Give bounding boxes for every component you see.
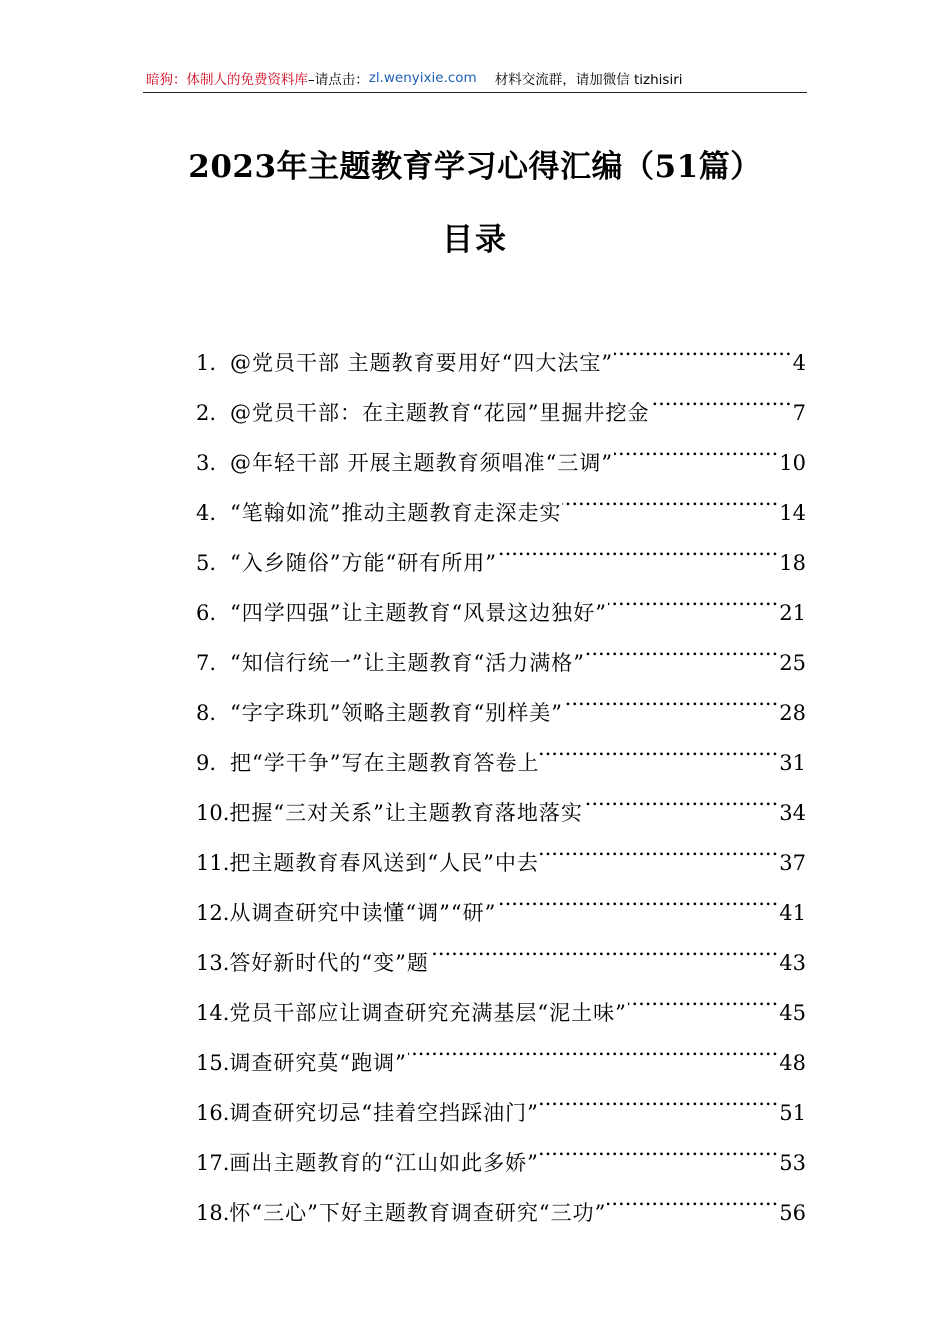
toc-entry-title: 调查研究莫“跑调” [229,1051,407,1075]
toc-entry-leader [614,326,791,370]
toc-entry-leader [540,826,778,870]
page-header [146,68,804,88]
toc-entry-leader [607,1176,778,1220]
toc-entry-page: 41 [779,901,806,925]
toc-entry-title: 把握“三对关系”让主题教育落地落实 [229,801,583,825]
toc-entry-number: 12. [196,901,230,925]
toc-heading: 目录 [442,222,508,258]
toc-entry-page: 25 [779,651,806,675]
toc-entry-number: 15. [196,1051,230,1075]
toc-entry-page: 21 [779,601,806,625]
toc-entry-leader [430,926,778,970]
toc-entry-number: 5. [196,551,217,575]
toc-entry-page: 48 [779,1051,806,1075]
header-link[interactable]: zl.wenyixie.com [368,70,477,86]
header-divider [143,92,807,93]
toc-entry-leader [628,976,778,1020]
toc-entry-number: 13. [196,951,230,975]
toc-entry-page: 56 [779,1201,806,1225]
toc-entry-leader [608,576,778,620]
header-wechat-note: 材料交流群，请加微信 tizhisiri [494,72,683,88]
toc-entry-number: 6. [196,601,217,625]
toc-entry-page: 53 [779,1151,806,1175]
toc-entry-number: 4. [196,501,217,525]
toc-entry-leader [498,526,778,570]
toc-entry-page: 43 [779,951,806,975]
toc-entry-title: 从调查研究中读懂“调”“研” [229,901,497,925]
toc-entry-title: 调查研究切忌“挂着空挡踩油门” [229,1101,539,1125]
toc-entry-title: “四学四强”让主题教育“风景这边独好” [230,601,607,625]
toc-entry-leader [408,1026,778,1070]
document-title: 2023年主题教育学习心得汇编（51篇） [188,149,762,185]
toc-entry-title: @年轻干部 开展主题教育须唱准“三调” [230,451,614,475]
toc-entry-title: “入乡随俗”方能“研有所用” [230,551,497,575]
toc-entry-number: 3. [196,451,217,475]
toc-entry-title: 答好新时代的“变”题 [229,951,429,975]
toc-entry-number: 2. [196,401,217,425]
toc-entry-leader [540,726,778,770]
header-click-prompt: –请点击： [308,72,369,88]
toc-entry-page: 45 [779,1001,806,1025]
toc-entry-title: “知信行统一”让主题教育“活力满格” [230,651,585,675]
toc-entry-page: 51 [779,1101,806,1125]
toc-entry-number: 7. [196,651,217,675]
toc-entry-page: 34 [779,801,806,825]
header-site-name: 暗狗：体制人的免费资料库 [146,72,308,88]
toc-entry-leader [650,376,791,420]
toc-entry-title: 把主题教育春风送到“人民”中去 [229,851,539,875]
toc-entry-title: 画出主题教育的“江山如此多娇” [229,1151,539,1175]
toc-entry-number: 8. [196,701,217,725]
toc-entry-page: 7 [792,401,806,425]
toc-entry-number: 9. [196,751,217,775]
toc-entry-page: 10 [779,451,806,475]
toc-entry-number: 18. [196,1201,230,1225]
toc-entry-number: 10. [196,801,230,825]
toc-entry-leader [540,1126,778,1170]
toc-entry-title: “笔翰如流”推动主题教育走深走实 [230,501,562,525]
toc-entry-number: 11. [196,851,230,875]
toc-entry-title: 把“学干争”写在主题教育答卷上 [230,751,540,775]
toc-entry-page: 18 [779,551,806,575]
toc-entry-leader [564,676,778,720]
toc-entry-title: “字字珠玑”领略主题教育“别样美” [230,701,563,725]
toc-entry-page: 37 [779,851,806,875]
toc-entry-leader [586,626,778,670]
toc-entry-page: 28 [779,701,806,725]
toc-entry-page: 4 [792,351,806,375]
toc-entry-title: 怀“三心”下好主题教育调查研究“三功” [229,1201,607,1225]
toc-entry-leader [614,426,778,470]
toc-entry-leader [584,776,778,820]
toc-entry-title: 党员干部应让调查研究充满基层“泥土味” [229,1001,627,1025]
toc-entry-title: @党员干部 主题教育要用好“四大法宝” [230,351,614,375]
toc-entry-page: 14 [779,501,806,525]
toc-entry-page: 31 [779,751,806,775]
toc-entry-number: 14. [196,1001,230,1025]
toc-entry-leader [497,876,778,920]
toc-entry-number: 16. [196,1101,230,1125]
toc-entry-number: 17. [196,1151,230,1175]
toc-entry-leader [540,1076,778,1120]
table-of-contents [196,326,806,1226]
toc-entry-number: 1. [196,351,217,375]
toc-entry-leader [562,476,778,520]
toc-entry[interactable] [196,326,806,376]
toc-entry-title: @党员干部：在主题教育“花园”里掘井挖金 [230,401,650,425]
